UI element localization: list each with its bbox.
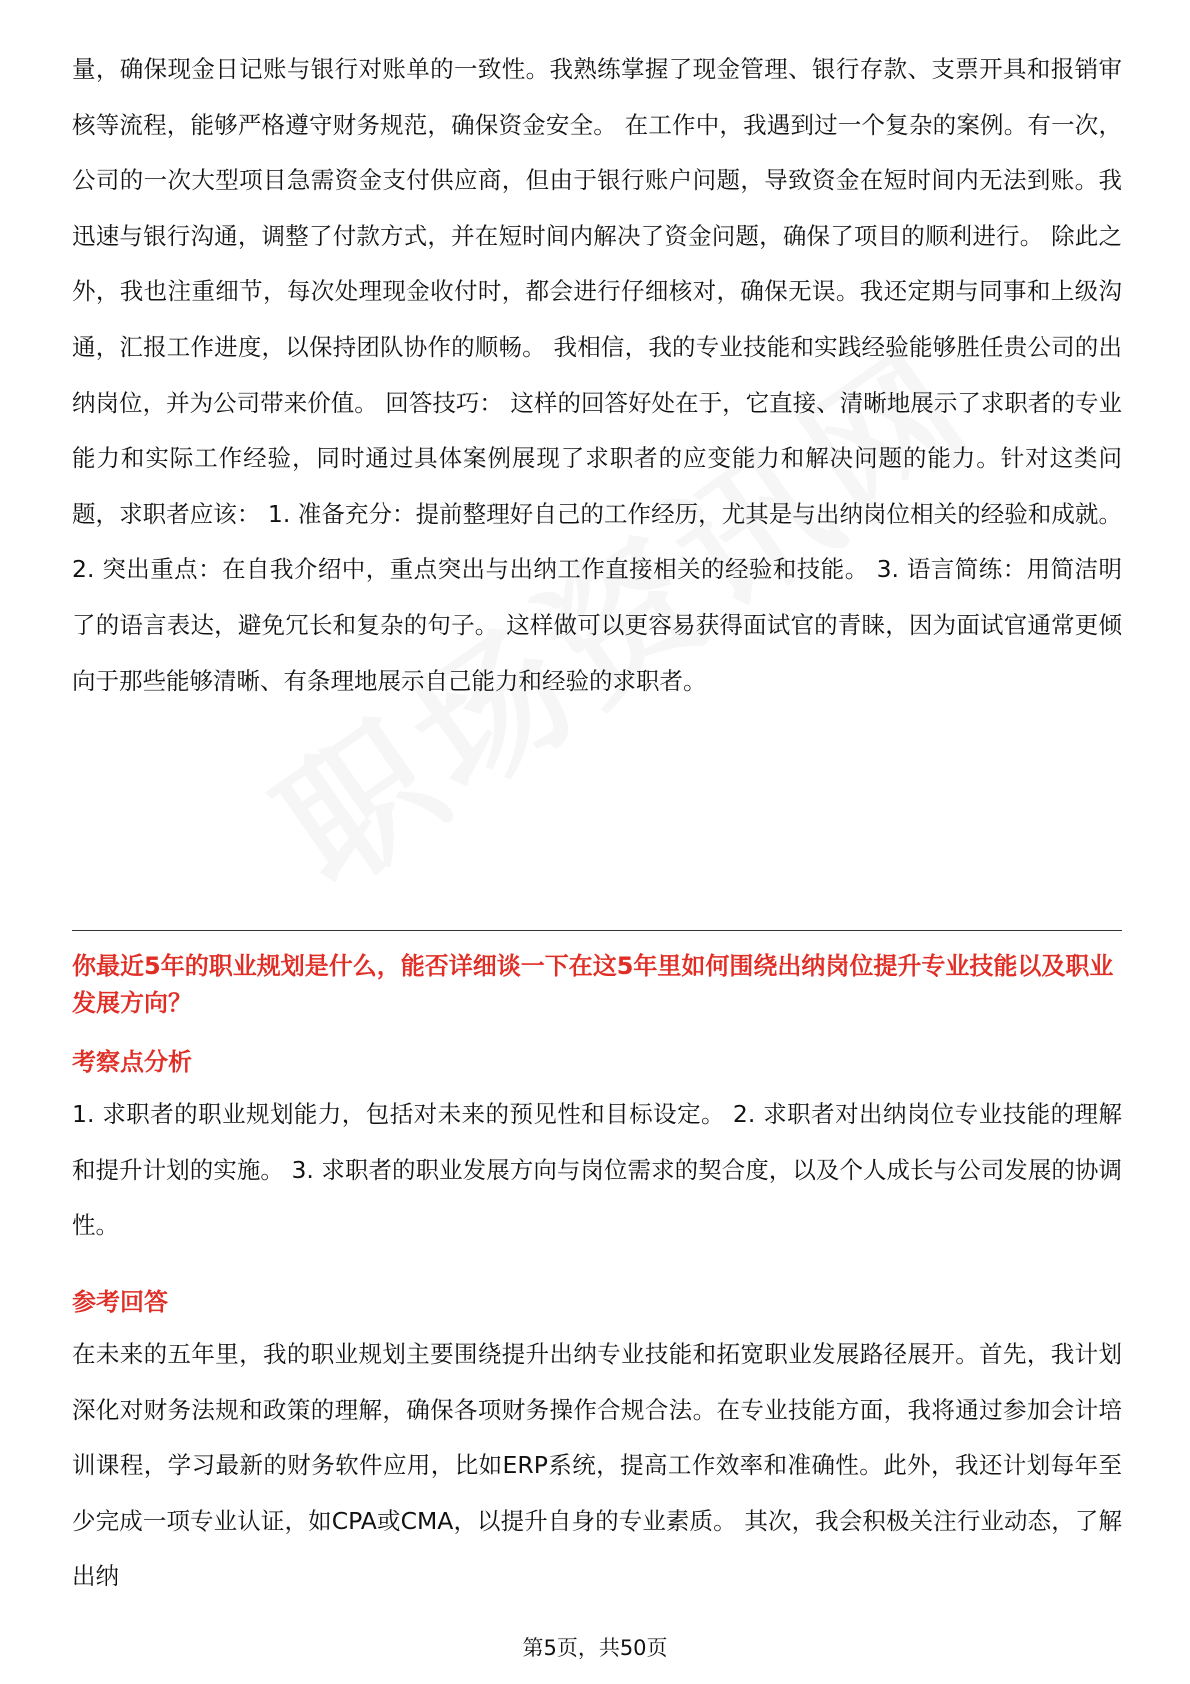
question-title: 你最近5年的职业规划是什么，能否详细谈一下在这5年里如何围绕出纳岗位提升专业技能以及职业发展方向？ <box>72 952 1114 1017</box>
answer-paragraph: 在未来的五年里，我的职业规划主要围绕提升出纳专业技能和拓宽职业发展路径展开。首先，我计划深化对财务法规和政策的理解，确保各项财务操作合规合法。在专业技能方面，我将通过参加会计培训课程，学习最新的财务软件应用，比如ERP系统，提高工作效率和准确性。此外，我还计划每年至少完成一项专业认证，如CPA或CMA，以提升自身的专业素质。 其次，我会积极关注行业动态，了解出纳 <box>72 1340 1122 1591</box>
section-divider <box>72 930 1122 931</box>
page-number: 第5页，共50页 <box>522 1636 668 1660</box>
answer-heading: 参考回答 <box>72 1288 168 1316</box>
analysis-paragraph: 1. 求职者的职业规划能力，包括对未来的预见性和目标设定。 2. 求职者对出纳岗位专业技能的理解和提升计划的实施。 3. 求职者的职业发展方向与岗位需求的契合度，以及个人成长与公司发展的协调性。 <box>72 1100 1122 1240</box>
analysis-heading: 考察点分析 <box>72 1048 192 1076</box>
intro-paragraph: 量，确保现金日记账与银行对账单的一致性。我熟练掌握了现金管理、银行存款、支票开具和报销审核等流程，能够严格遵守财务规范，确保资金安全。 在工作中，我遇到过一个复杂的案例。有一次，公司的一次大型项目急需资金支付供应商，但由于银行账户问题，导致资金在短时间内无法到账。我迅速与银行沟通，调整了付款方式，并在短时间内解决了资金问题，确保了项目的顺利进行。 除此之外，我也注重细节，每次处理现金收付时，都会进行仔细核对，确保无误。我还定期与同事和上级沟通，汇报工作进度，以保持团队协作的顺畅。 我相信，我的专业技能和实践经验能够胜任贵公司的出纳岗位，并为公司带来价值。 回答技巧： 这样的回答好处在于，它直接、清晰地展示了求职者的专业能力和实际工作经验，同时通过具体案例展现了求职者的应变能力和解决问题的能力。针对这类问题，求职者应该： 1. 准备充分：提前整理好自己的工作经历，尤其是与出纳岗位相关的经验和成就。 2. 突出重点：在自我介绍中，重点突出与出纳工作直接相关的经验和技能。 3. 语言简练：用简洁明了的语言表达，避免冗长和复杂的句子。 这样做可以更容易获得面试官的青睐，因为面试官通常更倾向于那些能够清晰、有条理地展示自己能力和经验的求职者。 <box>72 55 1122 695</box>
